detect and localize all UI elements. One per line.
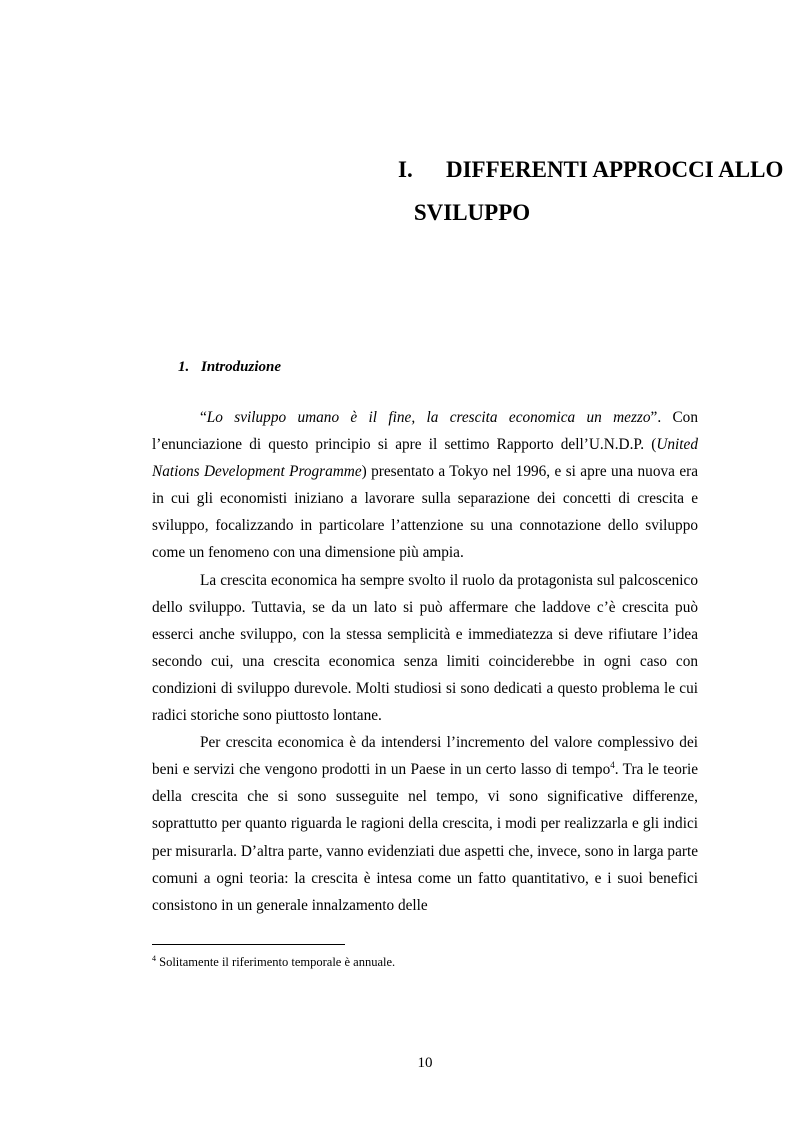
footnote-ref[interactable]: 4	[610, 760, 615, 771]
quote-text: Lo sviluppo umano è il fine, la crescita economica un mezzo	[206, 409, 651, 426]
chapter-title-text: DIFFERENTI APPROCCI ALLO	[446, 157, 784, 182]
footnote	[152, 954, 698, 970]
body-text	[152, 404, 698, 919]
chapter-number: I.	[398, 157, 413, 182]
section-title: Introduzione	[201, 359, 282, 375]
paragraph-2: La crescita economica ha sempre svolto il ruolo da protagonista sul palcoscenico dello sviluppo. Tuttavia, se da un lato si può affermare che laddove c’è crescita può esserci anche sviluppo, con la stessa semplicità e immediatezza si deve rifiutare l’idea secondo cui, una crescita economica senza limiti coinciderebbe in ogni caso con condizioni di sviluppo durevole. Molti studiosi si sono dedicati a questo problema le cui radici storiche sono piuttosto lontane.	[152, 571, 698, 725]
footnote-divider	[152, 944, 345, 945]
section-number: 1.	[178, 359, 190, 375]
chapter-title-line1	[398, 150, 783, 190]
quote-open: “	[200, 409, 207, 426]
paragraph-3-text-a: Per crescita economica è da intendersi l’incremento del valore complessivo dei beni e servizi che vengono prodotti in un Paese in un certo lasso di tempo	[152, 734, 698, 779]
undp-full-name: United Nations Development Programme	[152, 436, 698, 481]
page-number: 10	[417, 1055, 433, 1071]
paragraph-1-text-a: ”. Con l’enunciazione di questo principio si apre il settimo Rapporto dell’U.N.D.P. (	[152, 409, 698, 454]
paragraph-3	[152, 729, 698, 919]
footnote-text: Solitamente il riferimento temporale è annuale.	[156, 955, 396, 969]
chapter-title-line2: SVILUPPO	[413, 200, 531, 225]
footnote-number: 4	[152, 953, 156, 963]
section-heading	[178, 359, 281, 376]
paragraph-1	[152, 404, 698, 567]
paragraph-3-text-b: . Tra le teorie della crescita che si sono susseguite nel tempo, vi sono significative differenze, soprattutto per quanto riguarda le ragioni della crescita, i modi per realizzarla e gli indici per misurarla. D’altra parte, vanno evidenziati due aspetti che, invece, sono in larga parte comuni a ogni teoria: la crescita è intesa come un fatto quantitativo, e i suoi benefici consistono in un generale innalzamento delle	[152, 761, 698, 914]
paragraph-1-text-c: ) presentato a Tokyo nel 1996, e si apre una nuova era in cui gli economisti iniziano a lavorare sulla separazione dei concetti di crescita e sviluppo, focalizzando in particolare l’attenzione su una connotazione dello sviluppo come un fenomeno con una dimensione più ampia.	[152, 463, 698, 562]
